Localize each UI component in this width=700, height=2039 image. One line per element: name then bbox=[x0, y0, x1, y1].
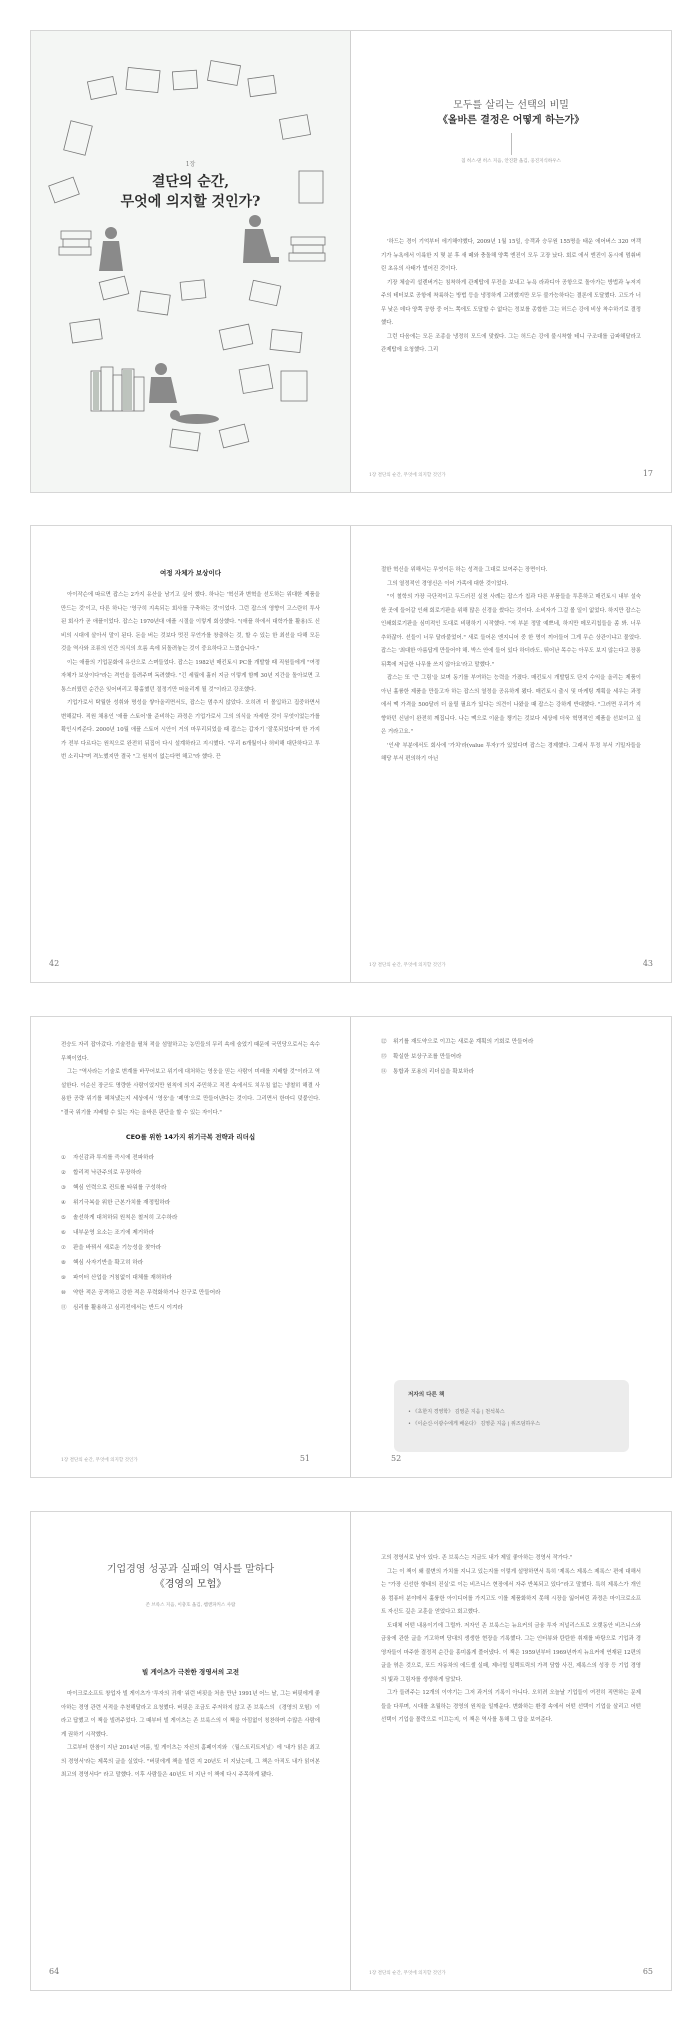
paragraph: 잡스는 또 '큰 그림'을 보며 동기를 부여하는 능력을 가졌다. 매킨토시 개발팀도 단지 수익을 올리는 제품이 아닌 훌륭한 제품을 만들고자 하는 잡스의 열정을 공유하게 됐다. 매킨토시 출시 및 마케팅 계획을 세우는 과정에서 맥 가격을 500달러 더 올릴 필요가 있다는 의견이 나왔을 때 잡스는 강하게 반대했다. "그러면 우리가 지향하던 신념이 완전히 깨집니다. 나는 맥으로 이윤을 챙기는 것보다 세상에 더욱 혁명적인 제품을 선보이고 싶은 거라고요." bbox=[381, 675, 641, 735]
paragraph: 기장 체슬리 설렌버거는 침착하게 관제탑에 무전을 보내고 뉴욕 라과디아 공항으로 돌아가는 방법과 뉴저지 주의 테터보로 공항에 착륙하는 방법 등을 냉정하게 고려했지만 모두 불가능하다는 결론에 도달했다. 고도가 너무 낮은 데다 양쪽 공항 중 어느 쪽에도 도달할 수 없다는 정보를 종합한 그는 허드슨 강에 비상 착수하기로 결정했다. bbox=[381, 279, 641, 326]
paragraph: 고의 경영서로 남아 있다. 존 브룩스는 지금도 내가 제일 좋아하는 경영서 작가다." bbox=[381, 1555, 573, 1561]
book-meta: 칩 히스·댄 히스 지음, 안진환 옮김, 웅진지식하우스 bbox=[461, 159, 561, 164]
list-item: ⑩ 약한 적은 공격하고 강한 적은 무력화하거나 친구로 만들어라 bbox=[61, 1290, 221, 1296]
list-item: ⑨ 파이터 산업을 거침없이 대체를 재허하라 bbox=[61, 1275, 172, 1281]
essay-subtitle: 모두를 살리는 선택의 비밀 bbox=[453, 100, 569, 111]
title-divider bbox=[511, 133, 512, 155]
paragraph: 그는 이 책이 왜 불변의 가치를 지니고 있는지를 이렇게 설명하면서 특히 '제록스 제록스 제록스' 편에 대해서는 "가장 신선한 형태의 진실'로 이는 비즈니스 현장에서 자주 반복되고 있다"라고 말했다. 특히 제록스가 개인용 컴퓨터 분야에서 훌륭한 아이디어를 가지고도 이를 제품화하지 못해 시장을 잃어버린 과정은 마이크로소프트 자신도 깊은 교훈을 얻었다고 회고했다. bbox=[381, 1568, 641, 1615]
page-number: 65 bbox=[642, 1967, 653, 1976]
paragraph: 도대체 어떤 내용이기에 그럴까. 저자인 존 브룩스는 뉴요커의 금융 투자 저널리스트로 오랫동안 비즈니스와 금융에 관한 글을 기고하며 당대의 생생한 현장을 기록했다. 그는 인터뷰와 탄탄한 취재를 바탕으로 기업과 경영자들이 마주한 결정적 순간을 흥미롭게 풀어냈다. 이 책은 1959년부터 1969년까지 뉴요커에 연재된 12편의 글을 엮은 것으로, 포드 자동차의 에드셀 실패, 제너럴 일렉트릭의 가격 담합 사건, 제록스의 성장 등 기업 경영의 빛과 그림자를 생생하게 담았다. bbox=[381, 1622, 641, 1683]
list-item: ① 자신감과 투지를 즉시에 전파하라 bbox=[61, 1155, 154, 1161]
page-51 bbox=[31, 1017, 351, 1477]
book-illustration bbox=[31, 31, 352, 494]
paragraph: 아이작슨에 따르면 잡스는 2가지 유산을 남기고 싶어 했다. 하나는 '혁신과 변혁을 선도하는 위대한 제품을 만드는 것'이고, 다른 하나는 '영구히 지속되는 회사를 구축하는 것'이었다. 그런 잡스의 영향이 고스란히 투사된 회사가 곧 애플이었다. 잡스는 1970년대 애플 시절을 이렇게 회상했다. "(애플 하에서 대학가를 활용)도 신비의 시대에 살아서 말이 된다. 돈을 버는 것보다 멋진 무언가를 창출하는 것, 할 수 있는 한 최선을 다해 모든 것을 역사와 조류의 인간 의식의 흐름 속에 되돌려놓는 것이 중요하다고 느꼈습니다." bbox=[61, 592, 320, 652]
list-item: ⑤ 솔선하게 대처하되 원칙은 철저히 고수하라 bbox=[61, 1215, 178, 1221]
page-42 bbox=[31, 526, 351, 982]
paragraph: 절한 혁신을 위해서는 무엇이든 하는 성격을 그대로 보여주는 장면이다. bbox=[381, 567, 548, 573]
running-head: 1장 결단의 순간, 무엇에 의지할 것인가 bbox=[61, 1458, 138, 1463]
list-item: ⑫ 위기를 재도약으로 이끄는 새로운 계획의 기회로 만들어라 bbox=[381, 1039, 534, 1045]
chapter-number: 1장 bbox=[185, 161, 196, 168]
page-number: 52 bbox=[391, 1454, 402, 1463]
strategy-list bbox=[61, 1151, 320, 1316]
paragraph: 기업가로서 탁월한 성취와 명성을 쌓아올리면서도, 잡스는 멈추지 않았다. 오히려 더 몰입하고 집중하면서 변해갔다. 직원 채용인 '애플 스토어'를 준비하는 과정은 기업가로서 그의 의식을 자세한 것이 무엇이었는가를 확인시켜준다. 2000년 10월 애플 스토어 시안이 거의 마무리되었을 때 잡스는 갑자기 '잘못되었다'며 한 가지가 전부 다르다는 원칙으로 완전히 뒤집어 다시 설계하라고 지시했다. "우리 6개월이나 허비해 대단하다고 투 번 소리냐"며 격노했지만 결국 "그 원칙이 없는다면 해고"라 했다. 끈 bbox=[61, 700, 320, 760]
essay-subtitle: 기업경영 성공과 실패의 역사를 말하다 bbox=[106, 1564, 275, 1575]
body-text bbox=[381, 1552, 641, 1728]
running-head: 1장 결단의 순간, 무엇에 의지할 것인가 bbox=[369, 963, 446, 968]
page-number: 42 bbox=[49, 959, 60, 968]
page-43 bbox=[351, 526, 671, 982]
paragraph: 그런 다음에는 모든 조종을 냉정히 모드에 맞췄다. 그는 허드슨 강에 불시착할 테니 구조대를 급파해달라고 관제탑에 요청했다. 그리 bbox=[381, 333, 641, 353]
list-item: ⑦ 판을 바꿔서 새로운 기능성을 찾아라 bbox=[61, 1245, 162, 1251]
section-title: CEO를 위한 14가지 위기극복 전략과 리더십 bbox=[125, 1133, 256, 1141]
paragraph: 그는 "역사라는 기술로 변계를 바꾸어보고 위기에 대처하는 영웅을 믿는 사람이 미래를 지배할 것"이라고 역설한다. 이순신 장군도 명량한 사람이었지만 원칙에 의지 주민하고 적전 속에서도 치우침 없는 냉철히 해결 사용한 공략 위기를 헤쳐냈는지 세상에서 '영웅'을 '폐명'으로 만들어낸다는 것이다. 그리면서 한마디 덧붙인다. "결국 위기를 지배할 수 있는 자는 올바른 판단을 할 수 있는 자이다." bbox=[61, 1069, 320, 1116]
book-recommendation: • 《초한지 경영학》 김영준 지음 | 천석북스 bbox=[408, 1409, 505, 1415]
essay-book-title: 《올바른 결정은 어떻게 하는가》 bbox=[437, 115, 585, 126]
paragraph: '인세' 부분에서도 회사에 '가치'라(value 투자)'가 있었다며 잡스는 경제했다. 그래서 투정 부서 기밀자들을 해당 부서 편의하기 아닌 bbox=[381, 742, 641, 762]
page-number: 43 bbox=[642, 959, 653, 968]
list-item: ⑪ 심리를 활용하고 심리전에서는 반드시 이겨라 bbox=[61, 1305, 183, 1311]
spread-pages-16-17 bbox=[30, 30, 672, 493]
chapter-opener-page bbox=[31, 31, 351, 492]
paragraph: 이는 애플의 기업문화에 유산으로 스며들었다. 잡스는 1982년 매킨토시 PC를 개발할 때 직원들에게 "여정 자체가 보상이다"라는 격언을 들려주며 독려했다. "긴 세월에 흘러 지금 이렇게 함께 30년 지간을 돌아보면 고통스러웠던 순간은 잊어버리고 황홀했던 절정기만 떠올리게 될 것"이라고 강조했다. bbox=[61, 659, 320, 693]
body-text bbox=[381, 236, 641, 358]
page-number: 17 bbox=[642, 469, 653, 478]
book-meta: 존 브룩스 지음, 이충호 옮김, 쌤앤파커스 사람 bbox=[145, 1603, 236, 1608]
chapter-title-line-2: 무엇에 의지할 것인가? bbox=[120, 194, 261, 210]
body-text bbox=[61, 1039, 320, 1316]
body-text bbox=[381, 564, 641, 767]
spread-pages-64-65 bbox=[30, 1511, 672, 1991]
spread-pages-42-43 bbox=[30, 525, 672, 983]
strategy-list-continued bbox=[381, 1035, 641, 1080]
running-head: 1장 결단의 순간, 무엇에 의지할 것인가 bbox=[369, 473, 446, 478]
paragraph: 그의 열정적인 경영신은 이어 가족에 대한 것이었다. bbox=[387, 580, 509, 587]
section-title: 여정 자체가 보상이다 bbox=[159, 569, 222, 577]
list-item: ⑬ 확실한 보상구조를 만들어라 bbox=[381, 1054, 462, 1060]
body-text bbox=[381, 1035, 641, 1080]
page-65 bbox=[351, 1512, 671, 1990]
list-item: ④ 위기극복을 위한 근본가치를 재정립하라 bbox=[61, 1200, 171, 1206]
other-books-box bbox=[394, 1380, 629, 1452]
chapter-title-line-1: 결단의 순간, bbox=[151, 174, 230, 190]
page-64 bbox=[31, 1512, 351, 1990]
paragraph: 마이크로소프트 창업자 빌 게이츠가 '투자의 귀재' 워런 버핏을 처음 만난 1991년 어느 날, 그는 버핏에게 좋아하는 경영 관련 서적을 추천해달라고 요청했다. 버핏은 조금도 주저하지 않고 존 브룩스의 《경영의 모험》이라고 답했고 이 책을 빌려주었다. 그 때부터 빌 게이츠는 존 브룩스의 이 책을 아낌없이 칭찬하며 수많은 사람에게 권하기 시작했다. bbox=[61, 1691, 320, 1738]
paragraph: 그로부터 한참이 지난 2014년 여름, 빌 게이츠는 자신의 홈페이지와 〈월스트리트저널〉에 '내가 읽은 최고의 경영서'라는 제목의 글을 실었다. "버핏에게 책을 빌린 지 20년도 더 지났는데, 그 책은 아직도 내가 읽어본 최고의 경영서다" 라고 말했다. 이후 사람들은 40년도 더 지난 이 책에 다시 주목하게 됐다. bbox=[61, 1745, 320, 1778]
section-title: 빌 게이츠가 극찬한 경영서의 고전 bbox=[142, 1668, 239, 1676]
body-text bbox=[61, 568, 320, 765]
list-item: ⑥ 내부운영 요소는 조기에 제거하라 bbox=[61, 1230, 154, 1236]
body-text bbox=[61, 1667, 320, 1783]
spread-pages-51-52 bbox=[30, 1016, 672, 1478]
page-number: 51 bbox=[299, 1454, 310, 1463]
book-recommendation: • 《이순신·이광수에게 배운다》 김영준 지음 | 위즈덤하우스 bbox=[408, 1421, 541, 1427]
paragraph: "이 철학의 가장 극단적이고 두드러진 실천 사례는 잡스가 칩과 다른 부품들을 투혼하고 매킨토시 내부 설숙한 곳에 들어갈 인쇄 회로기판을 위해 많은 신경을 썼다는 것이다. 소비자가 그걸 볼 일이 없었다. 하지만 잡스는 인쇄회로기판을 심미적인 도대로 비평하기 시작했다. "저 부분 정말 예쁘네, 하지만 메모리칩들을 좀 봐. 너무 추하잖아. 선들이 너무 달라붙었어." 새로 들어온 엔지니어 중 한 명이 끼어들어 그게 무슨 상관이냐고 물었다. 잡스는 '최대한 아름답게 만들어야 해. 박스 안에 들어 있다 하더라도. 뛰어난 목수는 아무도 보지 않는다고 장롱 뒤쪽에 저급한 나무를 쓰지 않아요'라고 말했다." bbox=[381, 594, 641, 668]
paragraph: 전승도 자리 잡아갔다. 기술전을 펼쳐 적을 섬멸하고는 농민들의 무리 속에 숨었기 때문에 국민당으로서는 속수무책이었다. bbox=[61, 1042, 320, 1062]
list-item: ③ 핵심 인력으로 컨트롤 타워를 구성하라 bbox=[61, 1185, 167, 1191]
paragraph: 그가 들려주는 12개의 이야기는 그저 과거의 기록이 아니다. 오히려 오늘날 기업들이 여전히 직면하는 문제들을 다루며, 시대를 초월하는 경영의 원칙을 일깨운다. 변화하는 환경 속에서 어떤 선택이 기업을 살리고 어떤 선택이 기업을 몰락으로 이끄는지, 이 책은 역사를 통해 그 답을 보여준다. bbox=[381, 1690, 641, 1723]
essay-book-title: 《경영의 모험》 bbox=[154, 1579, 227, 1590]
box-title: 저자의 다른 책 bbox=[408, 1392, 445, 1398]
essay-opener-page bbox=[351, 31, 671, 492]
page-number: 64 bbox=[49, 1967, 60, 1976]
running-head: 1장 결단의 순간, 무엇에 의지할 것인가 bbox=[369, 1971, 446, 1976]
chapter-title bbox=[31, 172, 350, 212]
page-52 bbox=[351, 1017, 671, 1477]
list-item: ⑧ 핵심 사자기반을 확고히 하라 bbox=[61, 1260, 144, 1266]
list-item: ② 합리적 낙관주의로 무장하라 bbox=[61, 1170, 142, 1176]
list-item: ⑭ 통합과 포용의 리더십을 확보하라 bbox=[381, 1069, 474, 1075]
paragraph: '하드는 경이 기억부터 에기해야했다, 2009년 1월 15일, 승객과 승무원 155명을 태운 에어버스 320 여객기가 뉴욕에서 이륙한 지 몇 분 후 새 떼와 충돌해 양쪽 엔진이 모두 고장 났다. 회로 에서 엔진이 동시에 멈춰버린 초유의 사태가 벌어진 것이다. bbox=[381, 239, 641, 272]
